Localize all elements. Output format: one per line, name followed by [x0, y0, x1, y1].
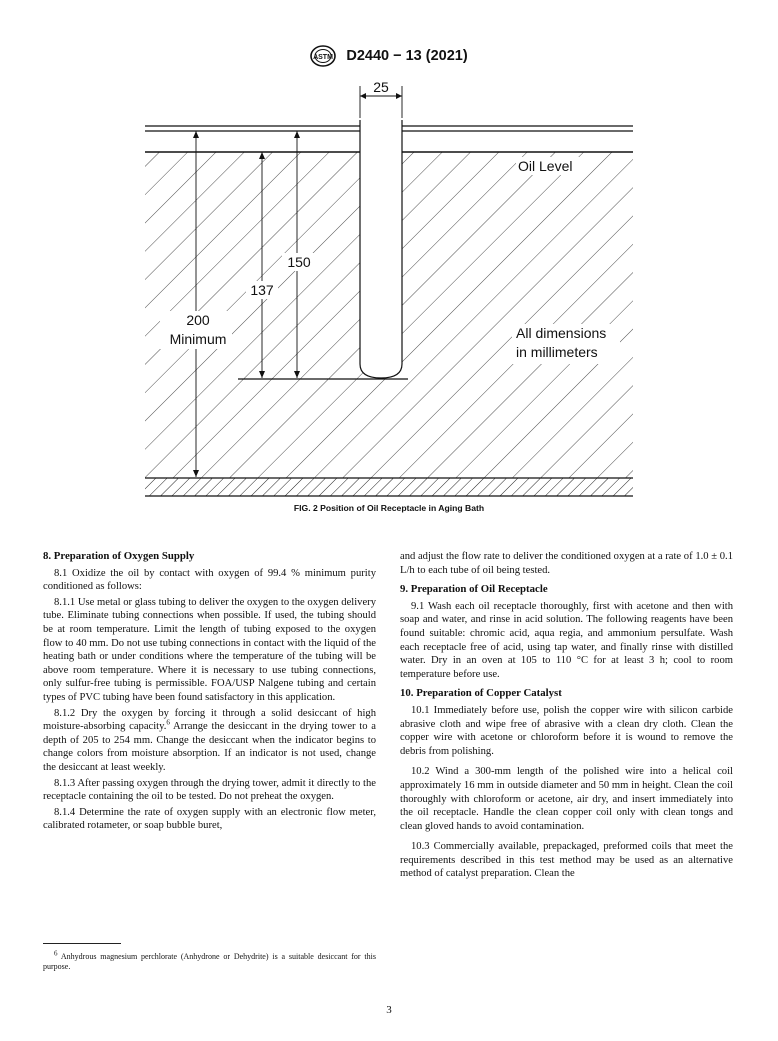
paragraph-10-3: 10.3 Commercially available, prepackaged, preformed coils that meet the requirements described in this test method may be used as an alternative method of catalyst preparation. Clean the: [400, 841, 733, 880]
document-designation: D2440 − 13 (2021): [346, 47, 468, 64]
paragraph-8-1-3: 8.1.3 After passing oxygen through the drying tower, admit it directly to the receptacle containing the oil to be tested. Do not preheat the oxygen.: [43, 777, 376, 803]
dimension-137-label: 137: [250, 282, 274, 298]
figure-caption: FIG. 2 Position of Oil Receptacle in Aging Bath: [293, 503, 485, 513]
figure-aging-bath-diagram: [0, 0, 778, 500]
footnote-reference[interactable]: 6: [166, 718, 170, 727]
dimension-minimum-label: Minimum: [169, 331, 227, 347]
paragraph-8-1-2: [43, 707, 376, 775]
section-9-heading: 9. Preparation of Oil Receptacle: [400, 583, 548, 596]
dimensions-note-line1: All dimensions: [516, 325, 607, 341]
paragraph-8-1-1: 8.1.1 Use metal or glass tubing to deliver the oxygen to the oxygen delivery tube. Eliminate tubing connections when possible. If used, the tubing should be at room temperature. Limit the length of tubing exposed to the oxygen flow to 40 mm. Do not use tubing connections in contact with the liquid of the heating bath or under conditions where the temperature of the tubing will be above room temperature. Where it is necessary to use tubing connections, only sulfur-free tubing is permissible. FOA/USP Nalgene tubing and certain types of PVC tubing have been found satisfactory in this application.: [43, 596, 376, 703]
section-10-heading: 10. Preparation of Copper Catalyst: [400, 687, 562, 700]
paragraph-8-1-2-text-b: Arrange the desiccant in the drying tower to a depth of 205 to 254 mm. Change the desiccant when the indicator begins to change colors from moisture absorption. If an indicator is not used, change the desiccant at least weekly.: [43, 721, 377, 773]
paragraph-8-1: 8.1 Oxidize the oil by contact with oxygen of 99.4 % minimum purity conditioned as follows:: [43, 567, 376, 593]
dimension-200-label: 200: [186, 312, 210, 328]
footnote-text: Anhydrous magnesium perchlorate (Anhydrone or Dehydrite) is a suitable desiccant for this purpose.: [43, 952, 376, 971]
footnote: [43, 949, 376, 972]
svg-text:ASTM: ASTM: [313, 54, 334, 61]
paragraph-8-1-4: 8.1.4 Determine the rate of oxygen supply with an electronic flow meter, calibrated rotameter, or soap bubble buret,: [43, 806, 376, 832]
left-column: [43, 550, 376, 835]
paragraph-9-1: 9.1 Wash each oil receptacle thoroughly, first with acetone and then with soap and water, and rinse in acid solution. The following reagents have been found suitable: chromic acid, aqua regia, and ammonium persulfate. Wash each receptacle free of acid, using tap water, and finally rinse with distilled water. Dry in an oven at 105 to 110 °C for at least 3 h; cool to room temperature before use.: [400, 600, 733, 680]
paragraph-10-2: 10.2 Wind a 300-mm length of the polished wire into a helical coil approximately 16 mm in outside diameter and 50 mm in height. Clean the coil thoroughly with chloroform or acetone, air dry, and insert immediately into the oil receptacle. Handle the clean copper coil only with clean tongs and clean gloved hands to avoid contamination.: [400, 766, 733, 832]
bath-bottom-band: [145, 478, 633, 496]
dimension-150-label: 150: [287, 254, 311, 270]
dimensions-note-line2: in millimeters: [516, 344, 598, 360]
paragraph-10-1: 10.1 Immediately before use, polish the copper wire with silicon carbide abrasive cloth and wipe free of abrasive with a clean dry cloth. Clean the copper wire with acetone or chloroform before it is wound to remove the debris from polishing.: [400, 704, 733, 757]
oil-level-label: Oil Level: [518, 158, 573, 174]
footnote-mark: 6: [54, 949, 58, 958]
page-number: 3: [386, 1004, 392, 1016]
right-column: [400, 550, 733, 883]
paragraph-8-1-2-text-a: 8.1.2 Dry the oxygen by forcing it through a solid desiccant of high moisture-absorbing capacity.: [43, 707, 376, 733]
section-8-heading: 8. Preparation of Oxygen Supply: [43, 550, 195, 562]
dimension-25-label: 25: [373, 79, 389, 95]
oil-receptacle-tube: [360, 120, 402, 378]
paragraph-8-1-4-continued: and adjust the flow rate to deliver the conditioned oxygen at a rate of 1.0 ± 0.1 L/h to each tube of oil being tested.: [400, 551, 733, 576]
footnote-divider: [43, 943, 121, 944]
